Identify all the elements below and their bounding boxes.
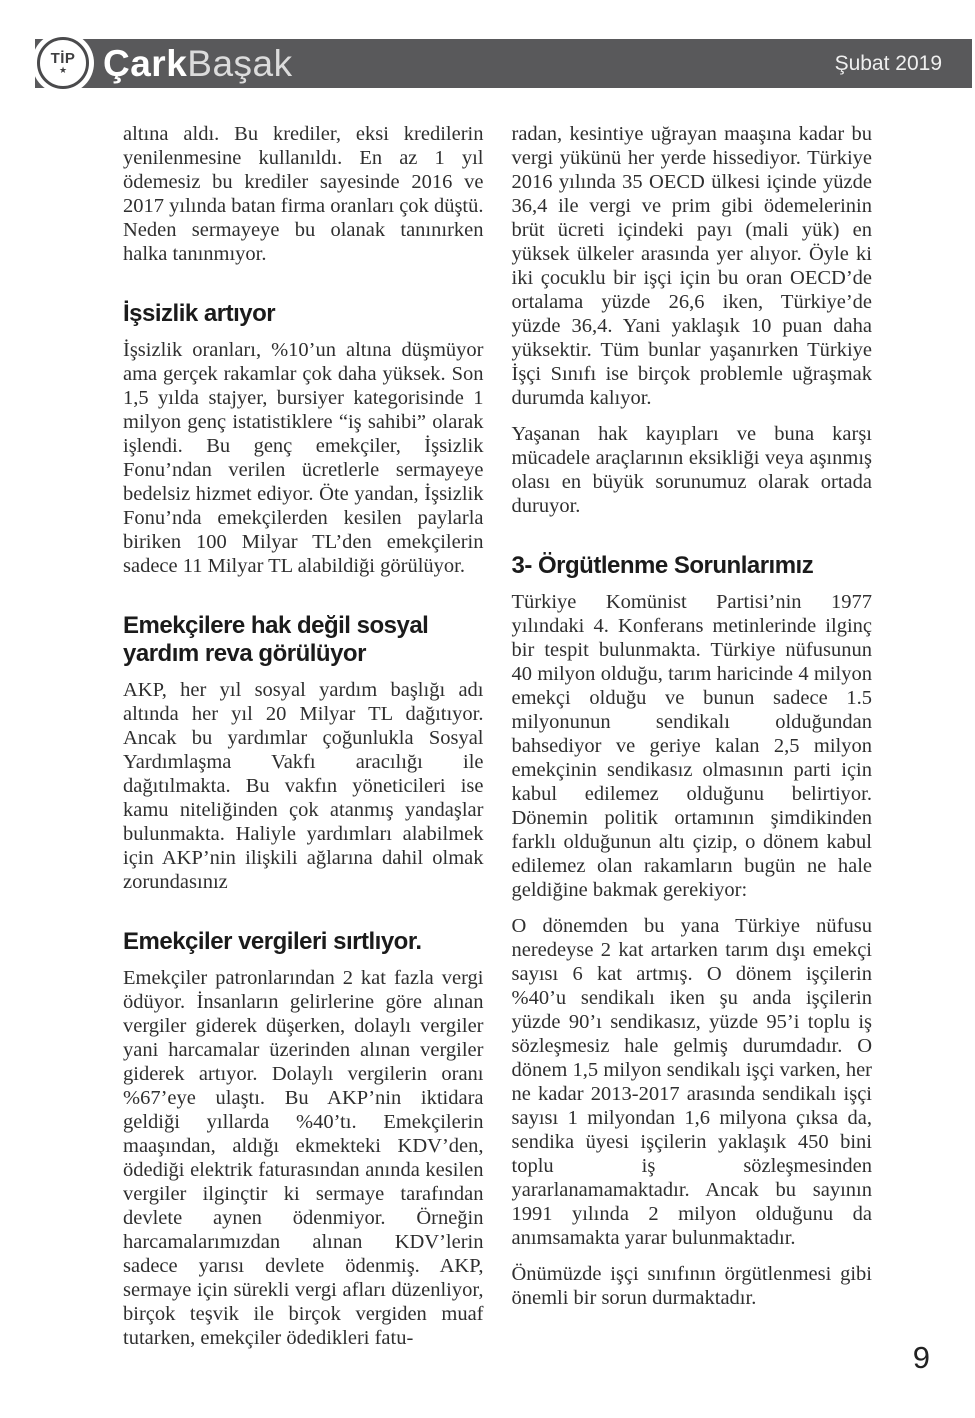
star-icon: ★ (58, 65, 68, 75)
body-paragraph: AKP, her yıl sosyal yardım başlığı adı altında her yıl 20 Milyar TL dağıtıyor. Ancak bu yardımlar çoğunlukla Sosyal Yardımlaşma Vakfı aracılığı ile dağıtılmakta. Bu vakfın yöneticileri ise kamu niteliğinden çok atanmış yandaşlar bulunmakta. Haliyle yardımları alabilmek için AKP’nin ilişkili ağlarına dahil olmak zorundasınız (123, 679, 484, 893)
body-paragraph: altına aldı. Bu krediler, eksi kredilerin yenilenmesine kullanıldı. En az 1 yıl ödemesiz bu krediler sayesinde 2016 ve 2017 yılında batan firma oranları çok düştü. Neden sermayeye bu olanak tanınırken halka tanınmıyor. (123, 123, 484, 265)
section-heading: Emekçiler vergileri sırtlıyor. (123, 928, 422, 955)
body-paragraph: Emekçiler patronlarından 2 kat fazla vergi ödüyor. İnsanların gelirlerine göre alınan vergiler giderek düşerken, dolaylı vergiler yani harcamalar üzerinden alınan vergiler giderek artıyor. Dolaylı vergilerin oranı %67’eye ulaştı. Bu AKP’nin iktidara geldiği yıllarda %40’tı. Emekçilerin maaşından, aldığı ekmekteki KDV’den, ödediği elektrik faturasından anında kesilen vergiler ilginçtir ki sermaye tarafından devlete aynen ödenmiyor. Örneğin harcamalarımızdan alınan KDV’lerin sadece yarısı devlete ödenmiş. AKP, sermaye için sürekli vergi afları düzenliyor, birçok teşvik ile birçok vergiden muaf tutarken, emekçiler ödedikleri fatu- (123, 967, 484, 1349)
issue-date: Şubat 2019 (834, 51, 942, 75)
article-body (123, 122, 872, 1362)
left-column (123, 122, 484, 1362)
right-column (512, 122, 873, 1362)
brand-wordmark (103, 39, 293, 88)
body-paragraph: Yaşanan hak kayıpları ve buna karşı mücadele araçlarının eksikliği veya aşınmış olası en büyük sorunumuz olarak ortada duruyor. (511, 423, 872, 517)
section-heading: Emekçilere hak değil sosyal yardım reva görülüyor (123, 612, 429, 667)
body-paragraph: İşsizlik oranları, %10’un altına düşmüyor ama gerçek rakamlar çok daha yüksek. Son 1,5 yılda stajyer, bursiyer kategorisinde 1 milyon genç istatistiklere “iş sahibi” olarak işlendi. Bu genç emekçiler, İşsizlik Fonu’ndan verilen ücretlerle sermayeye bedelsiz hizmet ediyor. Öte yandan, İşsizlik Fonu’nda emekçilerden kesilen paylarla biriken 100 Milyar TL’den emekçilerin sadece 11 Milyar TL alabildiği görülüyor. (123, 339, 484, 577)
brand-wordmark-bold: Çark (103, 43, 188, 84)
body-paragraph: Türkiye Komünist Partisi’nin 1977 yılındaki 4. Konferans metinlerinde ilginç bir tespit bulunmakta. Türkiye nüfusunun 40 milyon olduğu, tarım haricinde 4 milyon emekçi olduğu ve bunun sadece 1.5 milyonunun sendikalı olduğundan bahsediyor ve geriye kalan 2,5 milyon emekçinin sendikasız olmasının parti için kabul edilemez olduğunu belirtiyor. Dönemin politik ortamının şimdikinden farklı olduğunun altı çizip, o dönem kabul edilemez olan rakamların bugün ne hale geldiğine bakmak gerekiyor: (511, 591, 872, 901)
body-paragraph: radan, kesintiye uğrayan maaşına kadar bu vergi yükünü her yerde hissediyor. Türkiye 2016 yılında 35 OECD ülkesi içinde yüzde 36,4 ile vergi ve prim gibi ödemelerinin brüt ücreti içindeki payı (mali yük) en yüksek ülkeler arasında yer alıyor. Öyle ki iki çocuklu bir işçi için bu oran OECD’de ortalama yüzde 26,6 iken, Türkiye’de yüzde 36,4. Yani yaklaşık 10 puan daha yüksektir. Tüm bunlar yaşanırken Türkiye İşçi Sınıfı ise birçok problemle uğraşmak durumda kalıyor. (511, 123, 872, 409)
page-number: 9 (912, 1340, 930, 1375)
body-paragraph: Önümüzde işçi sınıfının örgütlenmesi gibi önemli bir sorun durmaktadır. (511, 1263, 872, 1309)
tip-party-logo (32, 32, 94, 94)
section-heading: İşsizlik artıyor (123, 300, 276, 327)
section-heading: 3- Örgütlenme Sorunlarımız (511, 552, 814, 579)
header-bar (35, 39, 972, 88)
tip-logo-text: TİP (50, 50, 76, 67)
tip-emblem-icon (37, 37, 89, 89)
body-paragraph: O dönemden bu yana Türkiye nüfusu neredeyse 2 kat artarken tarım dışı emekçi sayısı 6 kat artmış. O dönem işçilerin %40’u sendikalı iken şu anda işçilerin yüzde 90’ı sendikasız, yüzde 95’i toplu iş sözleşmesiz hale gelmiş durumdadır. O dönem 1,5 milyon sendikalı işçi varken, her ne kadar 2013-2017 arasında sendikalı işçi sayısı 1 milyondan 1,6 milyona çıksa da, sendika üyesi işçilerin yaklaşık 450 bini toplu iş sözleşmesinden yararlanamamaktadır. Ancak bu sayının 1991 yılında 2 milyon olduğunu da anımsamakta yarar bulunmaktadır. (511, 915, 872, 1249)
brand-wordmark-light: Başak (187, 43, 293, 84)
